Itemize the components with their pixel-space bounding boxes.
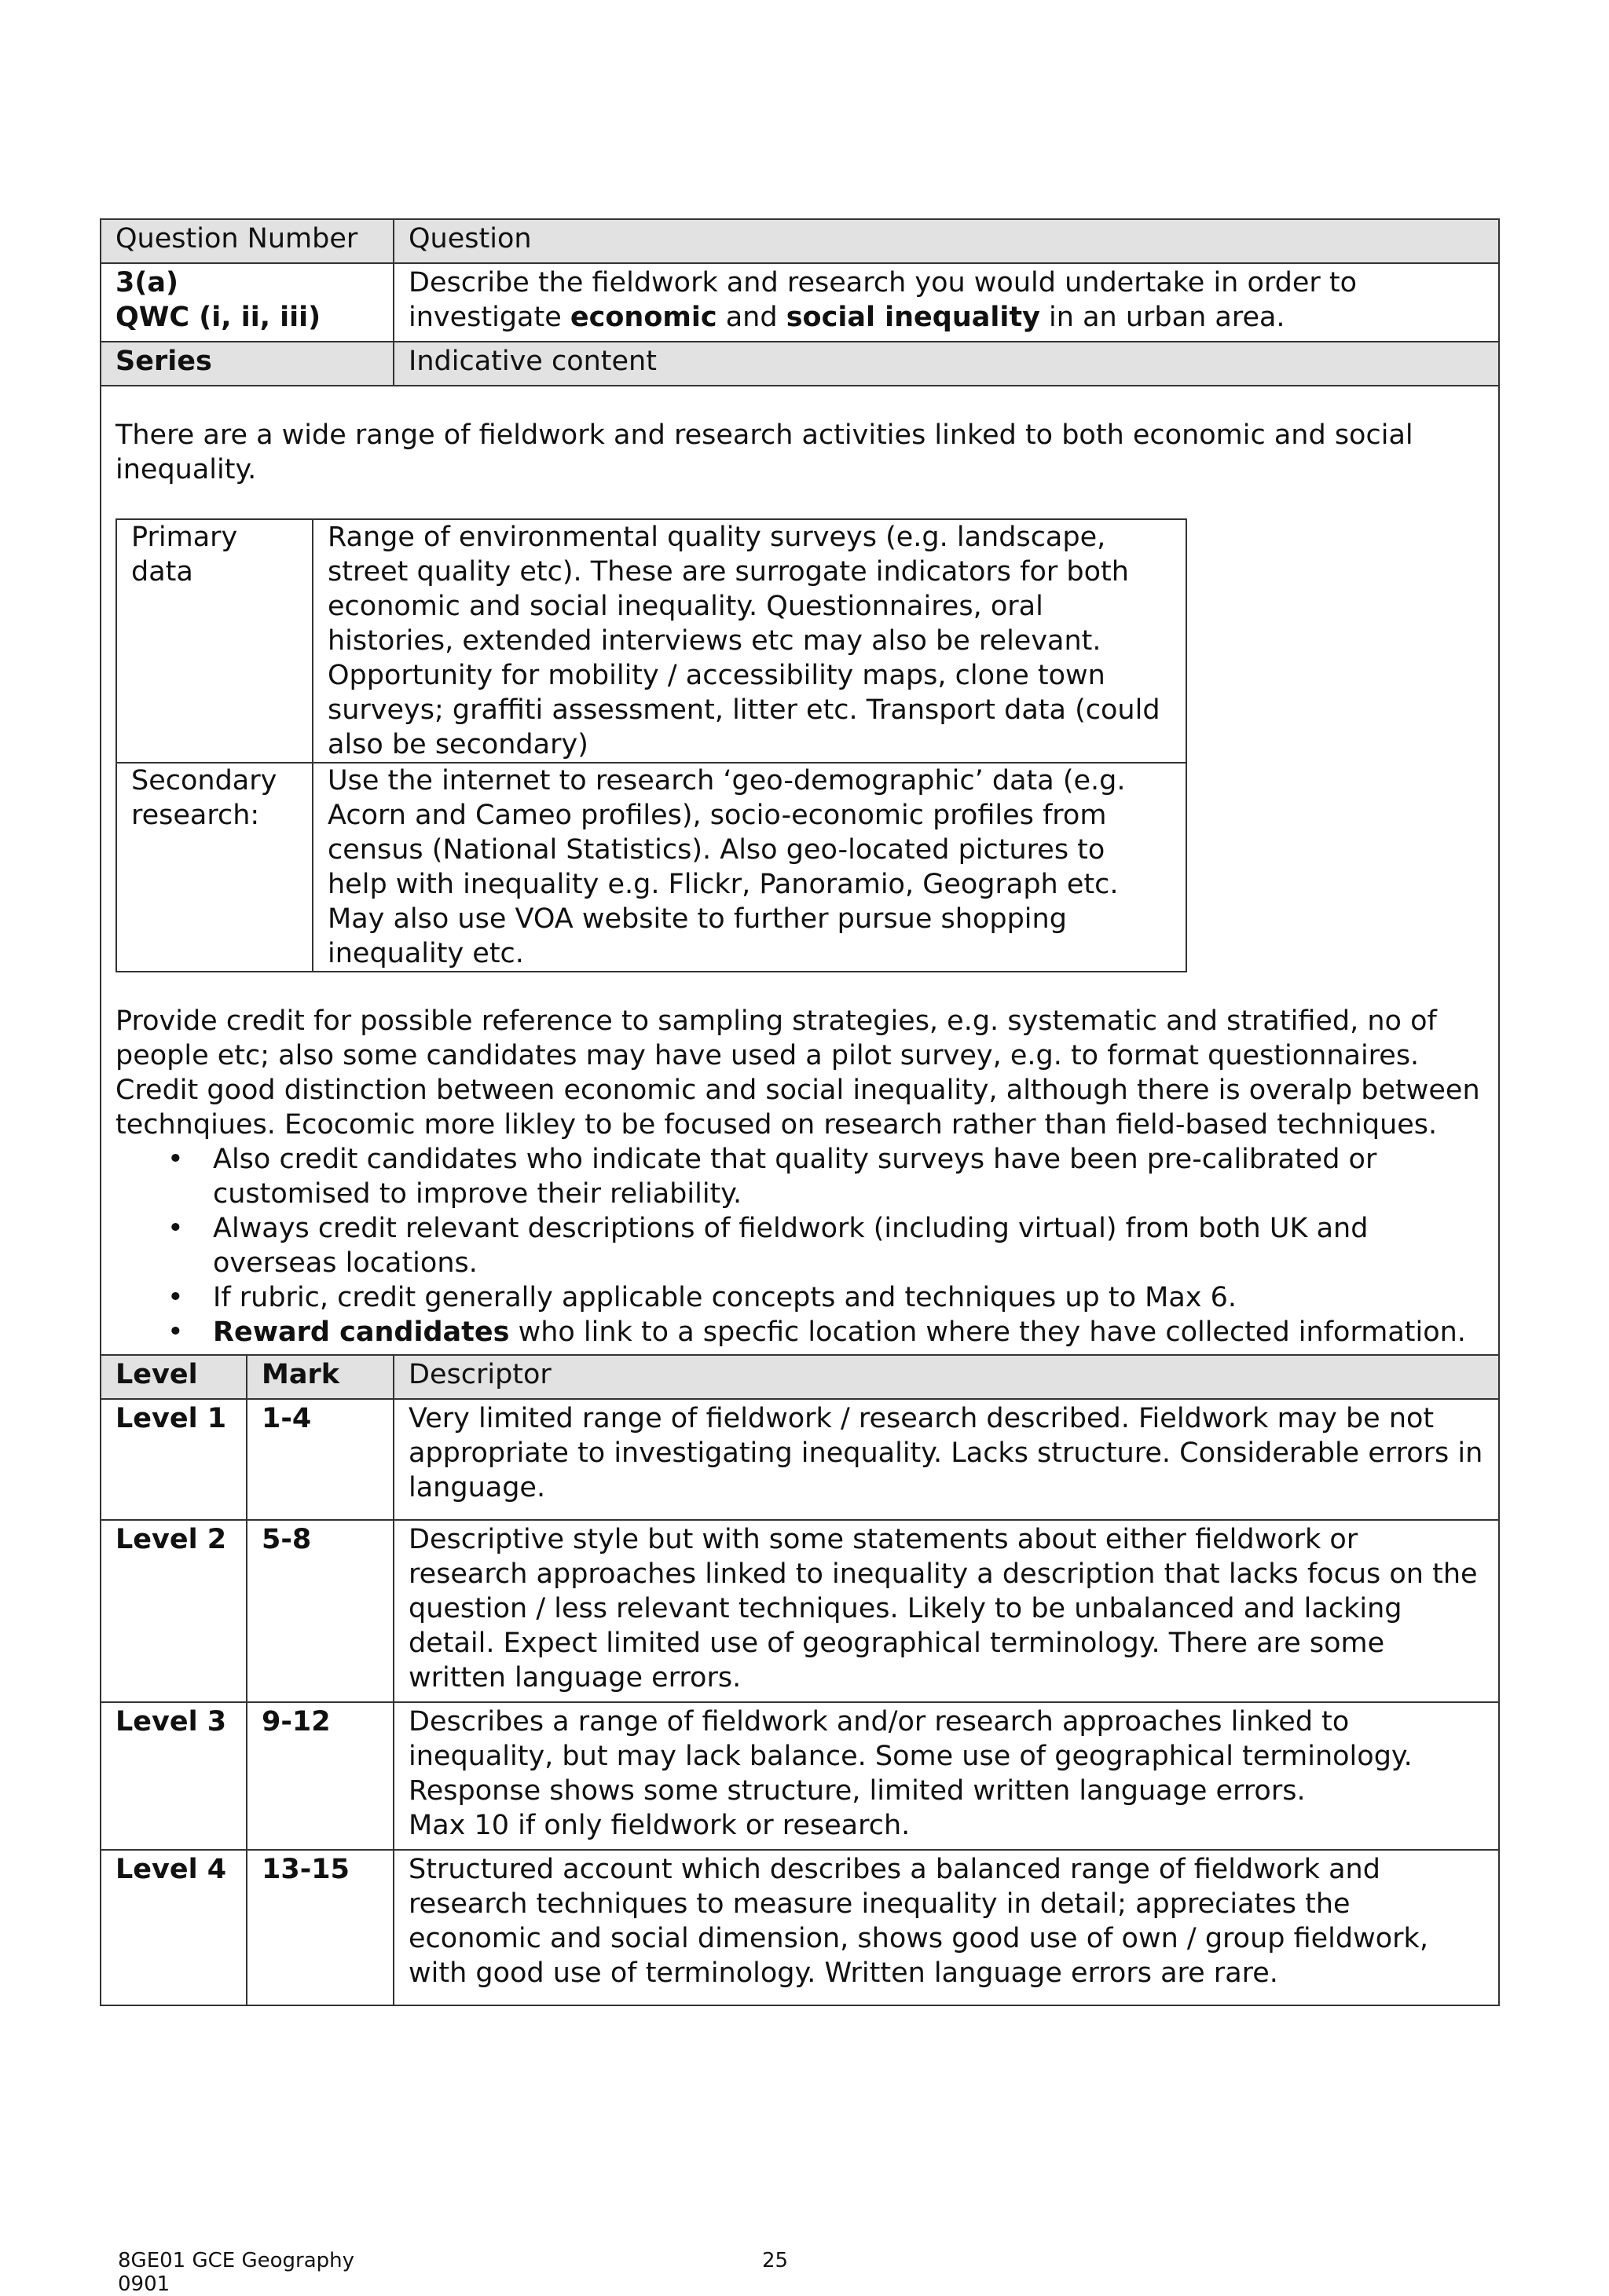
mark-range: 1-4 xyxy=(262,1403,312,1434)
mark-header-text: Mark xyxy=(262,1359,339,1390)
mark-cell xyxy=(247,1520,394,1702)
question-text-part: and xyxy=(717,302,786,333)
secondary-research-row xyxy=(116,763,1186,972)
primary-data-label: Primary data xyxy=(116,519,313,763)
question-text-part: in an urban area. xyxy=(1039,302,1285,333)
data-sources-table xyxy=(115,518,1187,972)
intro-paragraph: There are a wide range of fieldwork and research activities linked to both economic and social inequality. xyxy=(115,419,1413,485)
mark-range: 5-8 xyxy=(262,1524,312,1555)
question-header: Question xyxy=(394,219,1499,263)
mark-scheme-table xyxy=(100,218,1500,2006)
mark-scheme-page xyxy=(100,218,1498,2006)
indicative-content-row xyxy=(101,386,1499,1355)
bullet-item: • If rubric, credit generally applicable concepts and techniques up to Max 6. xyxy=(213,1280,1484,1315)
mark-header xyxy=(247,1355,394,1399)
bullet-bold-text: Reward candidates xyxy=(213,1316,510,1348)
question-row xyxy=(101,263,1499,342)
question-number-header: Question Number xyxy=(101,219,394,263)
series-row xyxy=(101,342,1499,386)
bullet-text: who link to a specfic location where they have collected information. xyxy=(509,1316,1466,1348)
level-row xyxy=(101,1399,1499,1520)
descriptor-cell xyxy=(394,1520,1499,1702)
credit-bullet-list xyxy=(115,1142,1484,1349)
secondary-research-text-2: May also use VOA website to further pursue shopping inequality etc. xyxy=(328,903,1067,969)
level-label: Level 4 xyxy=(115,1854,227,1885)
page-number: 25 xyxy=(762,2249,789,2272)
level-label: Level 2 xyxy=(115,1524,227,1555)
footer-code: 0901 xyxy=(118,2272,170,2296)
question-text xyxy=(394,263,1499,342)
mark-cell xyxy=(247,1702,394,1850)
descriptor-text: Describes a range of fieldwork and/or research approaches linked to inequality, but may lack balance. Some use of geographical terminology. Response shows some structure, limited written language errors. xyxy=(409,1706,1413,1807)
indicative-content xyxy=(101,386,1499,1355)
level-header-text: Level xyxy=(115,1359,198,1390)
descriptor-text: Descriptive style but with some statements about either fieldwork or research approaches linked to inequality a description that lacks focus on the question / less relevant techniques. Likely to be unbalanced and lacking detail. Expect limited use of geographical terminology. There are some written language errors. xyxy=(409,1524,1478,1694)
descriptor-cell xyxy=(394,1702,1499,1850)
descriptor-text: Max 10 if only fieldwork or research. xyxy=(409,1810,911,1841)
qwc-label: QWC (i, ii, iii) xyxy=(115,302,321,333)
credit-paragraph: Provide credit for possible reference to sampling strategies, e.g. systematic and stratified, no of people etc; also some candidates may have used a pilot survey, e.g. to format questionnaires. Credit good distinction between economic and social inequality, although there is overalp between technqiues. Ecocomic more likley to be focused on research rather than field-based techniques. xyxy=(115,1005,1480,1141)
descriptor-text: Very limited range of fieldwork / research described. Fieldwork may be not appropriate to investigating inequality. Lacks structure. Considerable errors in language. xyxy=(409,1403,1483,1503)
question-text-part: Describe the fieldwork and research you would undertake in order to investigate xyxy=(409,267,1358,333)
mark-cell xyxy=(247,1399,394,1520)
question-bold-social-inequality: social inequality xyxy=(786,302,1040,333)
question-bold-economic: economic xyxy=(570,302,717,333)
level-label: Level 1 xyxy=(115,1403,227,1434)
mark-range: 13-15 xyxy=(262,1854,350,1885)
primary-data-row xyxy=(116,519,1186,763)
level-row xyxy=(101,1520,1499,1702)
footer-left xyxy=(118,2249,354,2296)
secondary-research-cell xyxy=(313,763,1186,972)
bullet-item: • Also credit candidates who indicate that quality surveys have been pre-calibrated or customised to improve their reliability. xyxy=(213,1142,1484,1211)
level-cell xyxy=(101,1702,247,1850)
series-label-text: Series xyxy=(115,346,212,377)
indicative-content-header: Indicative content xyxy=(394,342,1499,386)
mark-cell xyxy=(247,1850,394,2005)
level-cell xyxy=(101,1520,247,1702)
level-row xyxy=(101,1850,1499,2005)
levels-header-row xyxy=(101,1355,1499,1399)
header-row xyxy=(101,219,1499,263)
series-label xyxy=(101,342,394,386)
level-label: Level 3 xyxy=(115,1706,227,1738)
descriptor-header: Descriptor xyxy=(394,1355,1499,1399)
level-header xyxy=(101,1355,247,1399)
secondary-research-text: Use the internet to research ‘geo-demographic’ data (e.g. Acorn and Cameo profiles), socio-economic profiles from census (National Statistics). Also geo-located pictures to help with inequality e.g. Flickr, Panoramio, Geograph etc. xyxy=(328,765,1126,900)
bullet-item xyxy=(213,1315,1484,1349)
descriptor-cell xyxy=(394,1399,1499,1520)
question-number: 3(a) xyxy=(115,267,178,298)
mark-range: 9-12 xyxy=(262,1706,331,1738)
primary-data-text: Range of environmental quality surveys (e.g. landscape, street quality etc). These are surrogate indicators for both economic and social inequality. Questionnaires, oral histories, extended interviews etc may also be relevant. Opportunity for mobility / accessibility maps, clone town surveys; graffiti assessment, litter etc. Transport data (could also be secondary) xyxy=(313,519,1186,763)
secondary-research-label: Secondary research: xyxy=(116,763,313,972)
footer-course: 8GE01 GCE Geography xyxy=(118,2249,355,2272)
question-number-cell xyxy=(101,263,394,342)
descriptor-cell xyxy=(394,1850,1499,2005)
level-row xyxy=(101,1702,1499,1850)
level-cell xyxy=(101,1399,247,1520)
descriptor-text: Structured account which describes a balanced range of fieldwork and research techniques to measure inequality in detail; appreciates the economic and social dimension, shows good use of own / group fieldwork, with good use of terminology. Written language errors are rare. xyxy=(409,1854,1428,1989)
level-cell xyxy=(101,1850,247,2005)
bullet-item: • Always credit relevant descriptions of fieldwork (including virtual) from both UK and overseas locations. xyxy=(213,1211,1484,1280)
